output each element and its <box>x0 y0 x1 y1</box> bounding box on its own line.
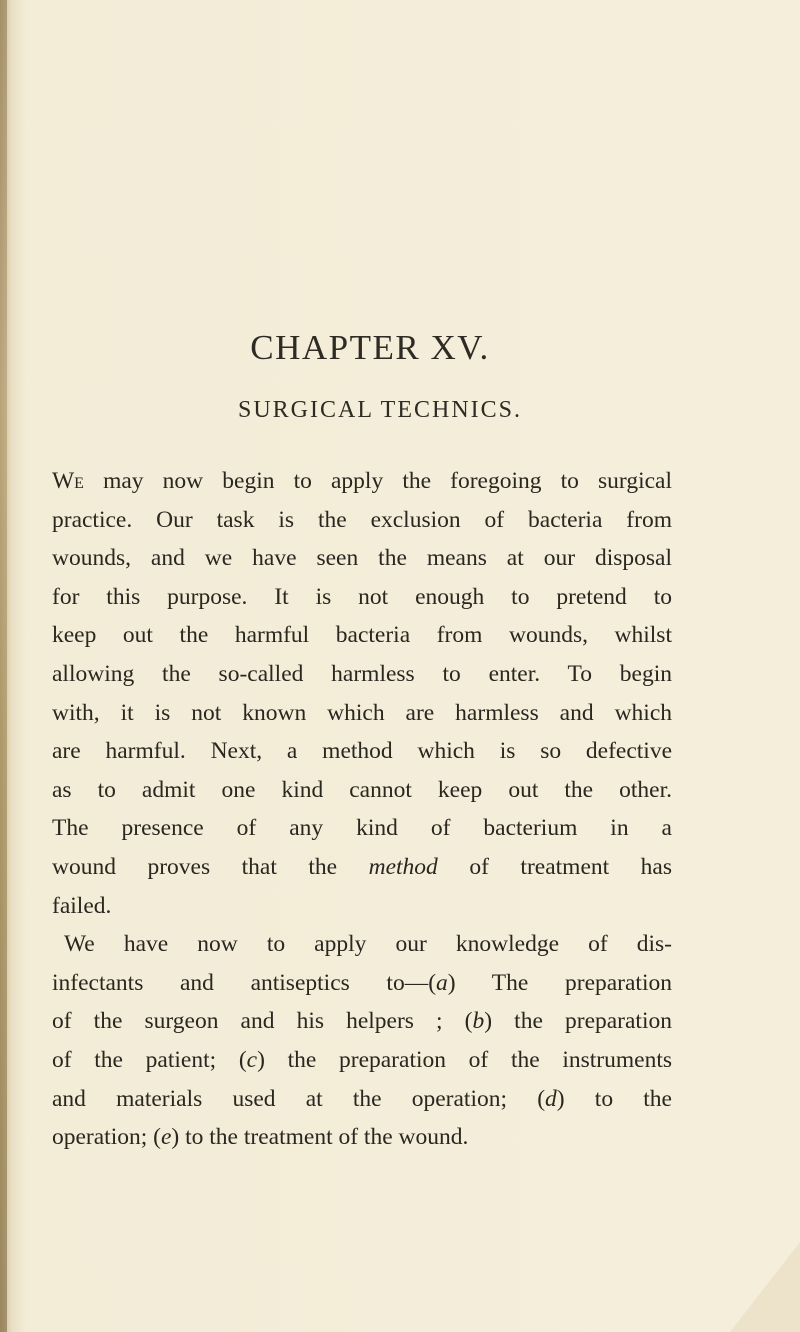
text-line <box>52 1041 672 1080</box>
list-marker: c <box>246 1046 258 1073</box>
body-text <box>52 462 672 1157</box>
list-marker: e <box>160 1124 172 1151</box>
chapter-subtitle: SURGICAL TECHNICS. <box>237 397 523 423</box>
chapter-heading: CHAPTER XV. <box>250 328 490 367</box>
text-line <box>52 848 672 887</box>
page-gutter-shadow <box>0 0 7 1332</box>
lead-small-caps: We <box>52 468 84 494</box>
list-marker: a <box>436 969 448 996</box>
text-line: wounds, and we have seen the means at our disposal <box>52 545 672 572</box>
line-text: ) the preparation <box>484 1008 672 1035</box>
line-text: of treatment has <box>437 853 672 880</box>
text-line <box>52 462 672 501</box>
text-line <box>52 1002 672 1041</box>
line-text: infectants and antiseptics to—( <box>52 969 437 996</box>
text-line <box>52 1118 672 1157</box>
text-line <box>52 1080 672 1119</box>
line-text: ) to the treatment of the wound. <box>171 1124 469 1151</box>
text-line <box>52 964 672 1003</box>
line-text: We have now to apply our knowledge of dis- <box>64 931 672 958</box>
emphasis: method <box>368 853 438 880</box>
text-line: failed. <box>52 892 112 919</box>
line-text: ) The preparation <box>447 969 672 996</box>
text-line: with, it is not known which are harmless and which <box>52 699 672 726</box>
text-line: for this purpose. It is not enough to pretend to <box>52 583 672 610</box>
page-corner <box>730 1242 800 1332</box>
line-text: and materials used at the operation; ( <box>52 1085 546 1112</box>
list-marker: b <box>472 1008 485 1035</box>
text-line: keep out the harmful bacteria from wounds, whilst <box>52 622 672 649</box>
line-text: wound proves that the <box>52 853 369 880</box>
text-line: as to admit one kind cannot keep out the other. <box>52 776 672 803</box>
text-line: allowing the so-called harmless to enter. To begin <box>52 660 672 687</box>
line-text: operation; ( <box>52 1124 161 1151</box>
line-text: of the surgeon and his helpers ; ( <box>52 1008 473 1035</box>
text-line: practice. Our task is the exclusion of bacteria from <box>52 506 672 533</box>
line-text: ) the preparation of the instruments <box>257 1046 673 1073</box>
text-line <box>52 925 672 964</box>
line-text: ) to the <box>556 1085 672 1112</box>
text-line: are harmful. Next, a method which is so defective <box>52 738 672 765</box>
line-text: may now begin to apply the foregoing to surgical <box>83 468 672 494</box>
list-marker: d <box>545 1085 557 1112</box>
line-text: of the patient; ( <box>52 1046 247 1073</box>
text-line: The presence of any kind of bacterium in a <box>52 815 672 842</box>
